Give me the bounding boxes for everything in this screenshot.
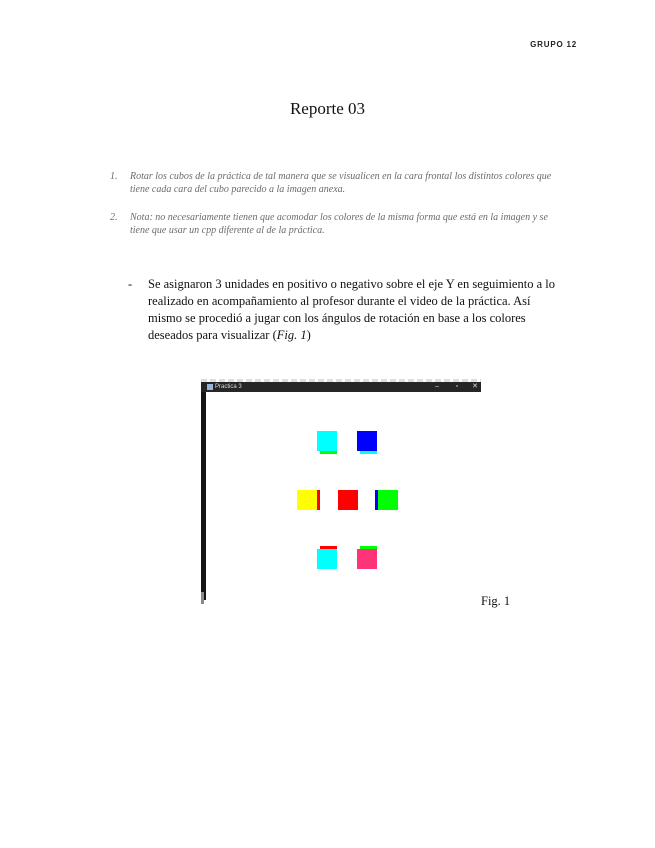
cube-cyan-green [317,431,337,451]
window-titlebar [201,382,481,392]
cube-face-edge [320,451,337,454]
bullet-text-body: Se asignaron 3 unidades en positivo o negativo sobre el eje Y en seguimiento a lo realizado en acompañamiento al profesor durante el video de la práctica. Así mismo se procedió a jugar con los ángulos de rotación en base a los colores deseados para visualizar ( [148,277,555,342]
bullet-text [148,276,558,344]
cube-face-front [357,431,377,451]
figure-reference: Fig. 1 [276,328,307,342]
window-left-border [201,392,206,600]
instruction-number: 2. [110,212,118,223]
close-button: ✕ [472,383,478,390]
instruction-text: Rotar los cubos de la práctica de tal manera que se visualicen en la cara frontal los distintos colores que tiene cada cara del cubo parecido a la imagen anexa. [130,171,552,195]
page-title: Reporte 03 [289,99,366,118]
figure-caption: Fig. 1 [481,594,511,608]
instruction-number: 1. [110,171,118,182]
app-icon [207,384,213,390]
cube-face-front [297,490,317,510]
maximize-button: ▫ [455,383,459,390]
cube-green-blue [378,490,398,510]
cube-face-front [317,549,337,569]
cube-yellow-red [297,490,317,510]
instructions-list [110,170,560,252]
cube-face-front [338,490,358,510]
figure-screenshot [201,379,481,604]
bullet-paragraph [128,276,558,344]
bullet-dash: - [128,277,133,291]
cube-red [338,490,358,510]
cube-face-front [357,549,377,569]
instruction-item-1 [110,170,560,196]
instruction-text: Nota: no necesariamente tienen que acomodar los colores de la misma forma que está en la imagen y se tiene que usar un cpp diferente al de la práctica. [130,212,548,236]
cube-cyan-red [317,549,337,569]
bullet-text-end: ) [306,328,311,342]
window-left-border-tail [201,592,204,604]
header-group-label: GRUPO 12 [530,40,577,49]
minimize-button: – [435,383,439,390]
cube-face-front [317,431,337,451]
window-title: Practica 3 [215,384,242,390]
cube-pink-green [357,549,377,569]
instruction-item-2 [110,211,560,237]
cube-face-edge [317,490,320,510]
cube-face-front [378,490,398,510]
cube-face-edge [360,451,377,454]
cube-blue-cyan [357,431,377,451]
